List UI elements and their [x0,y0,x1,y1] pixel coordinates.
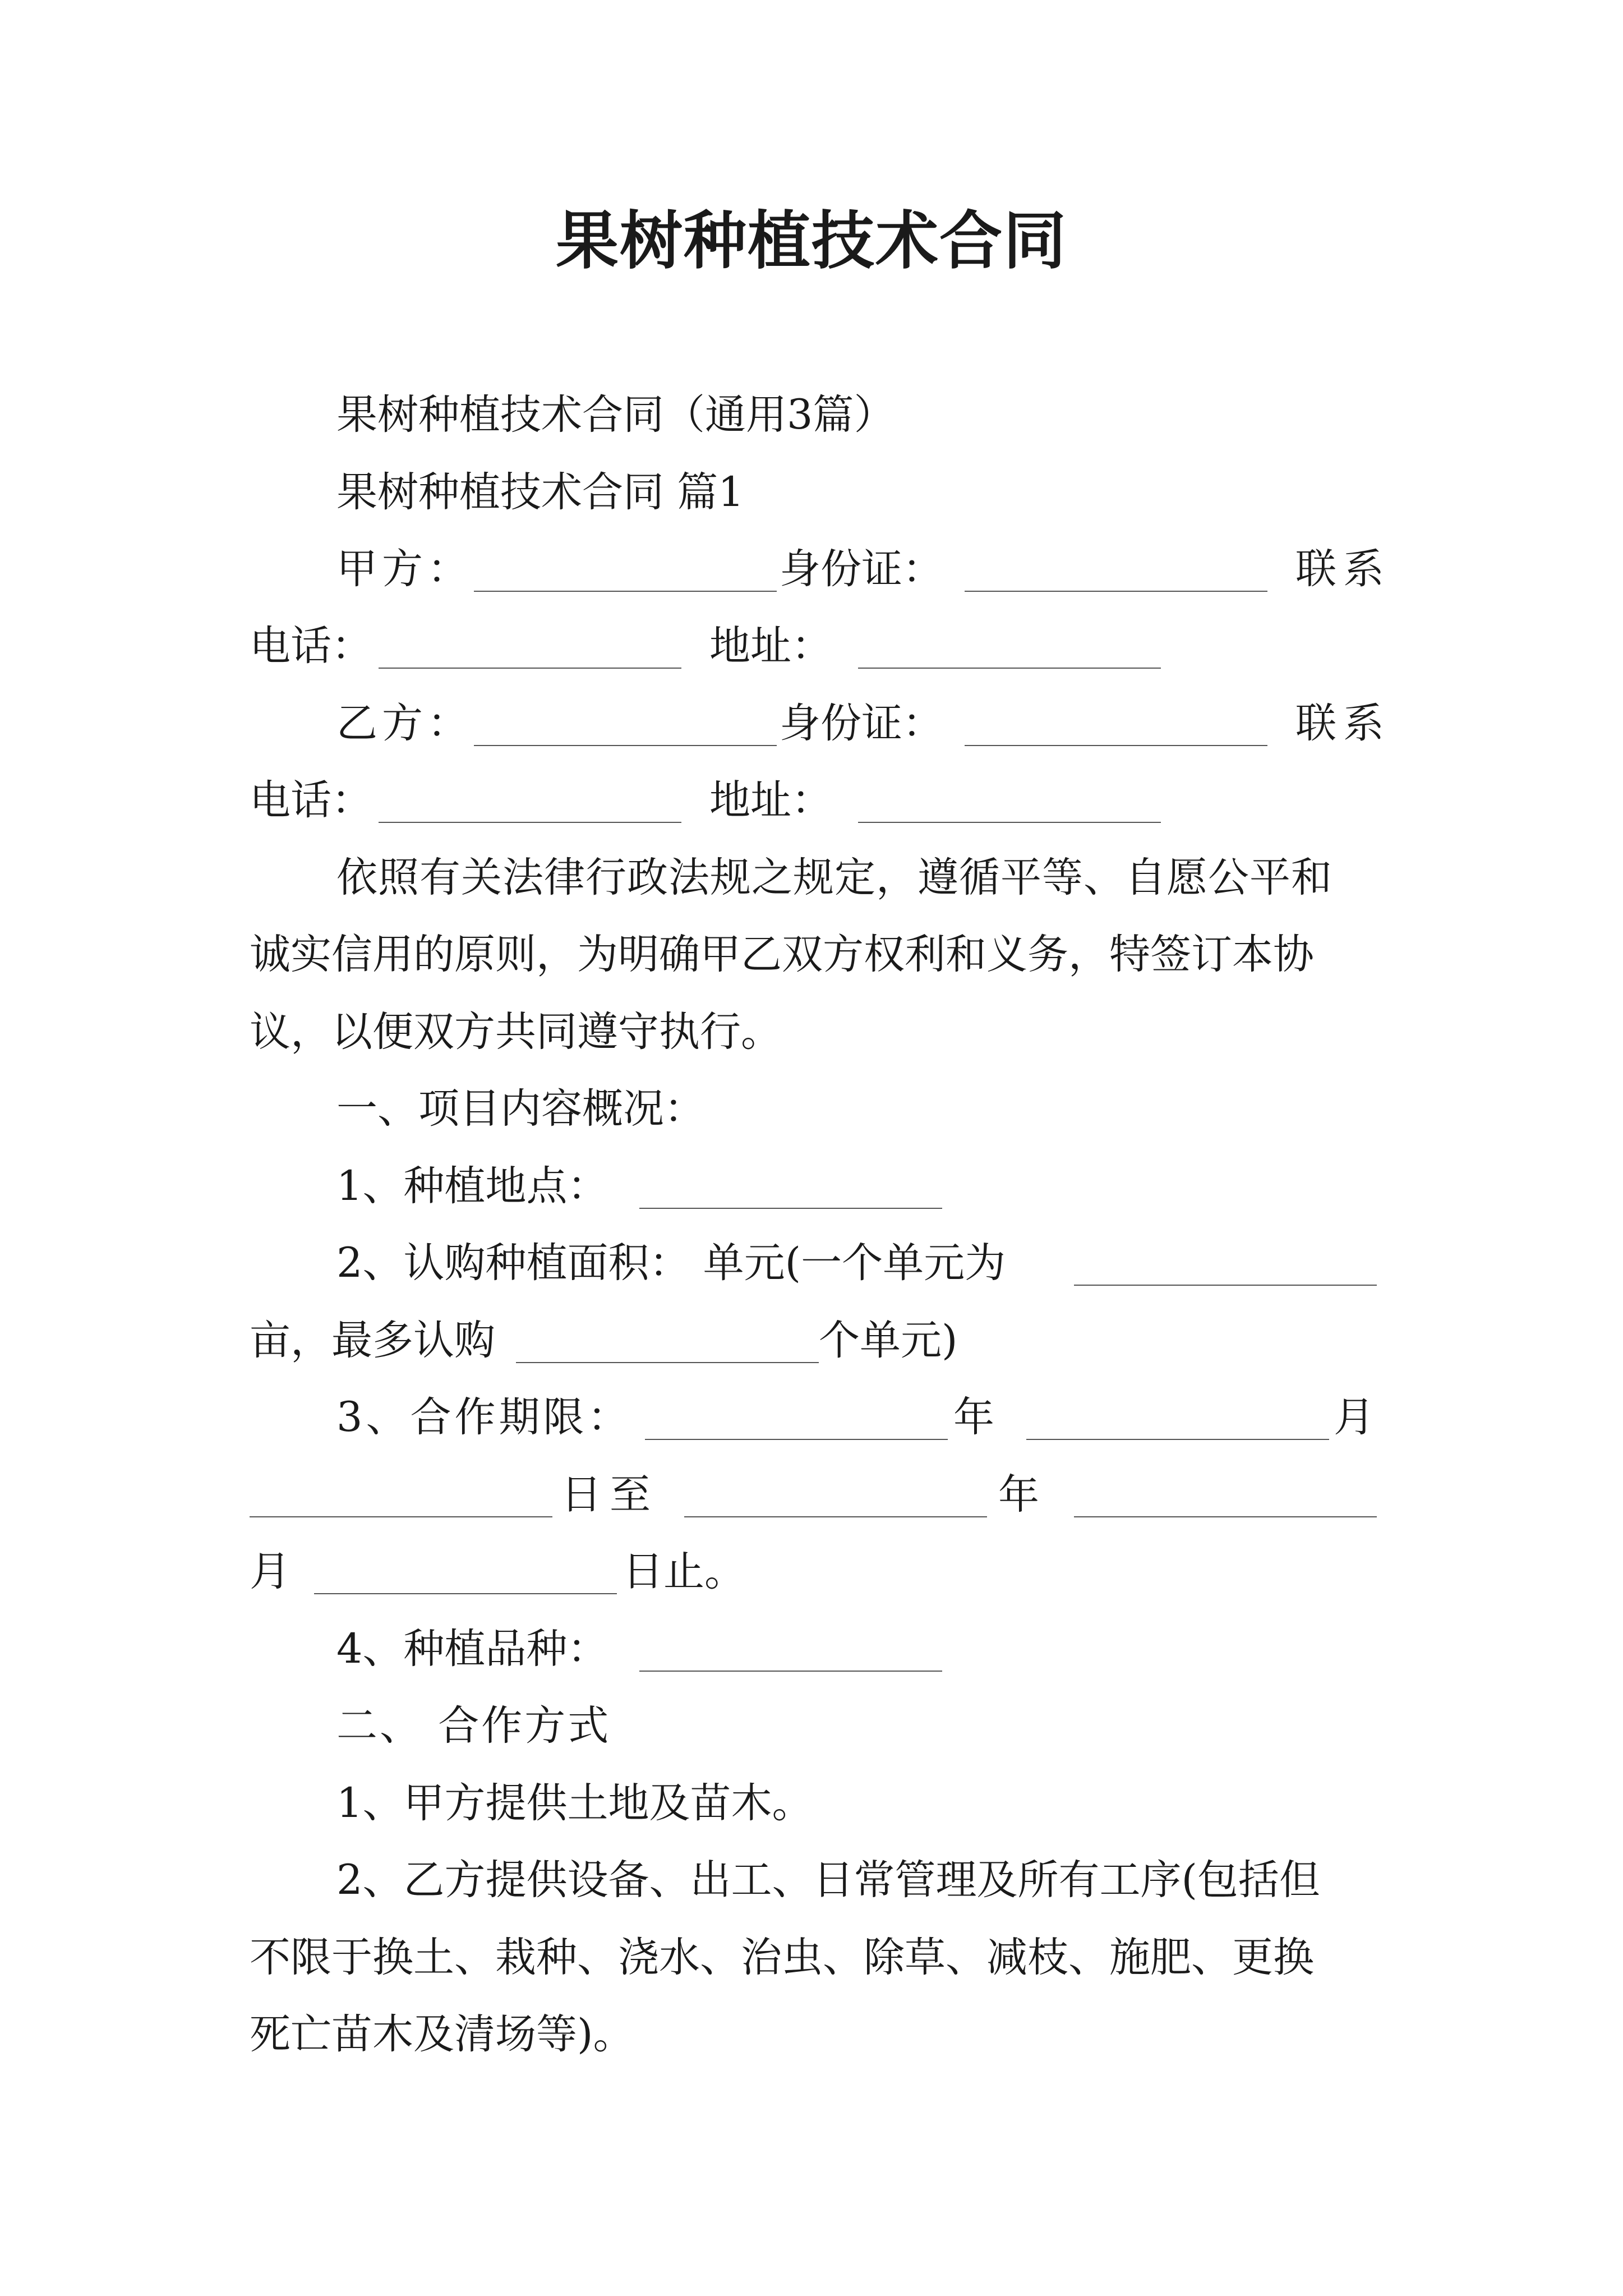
planting-variety-blank[interactable] [639,1621,942,1672]
party-a-id-blank[interactable] [965,541,1267,592]
party-b-address-label: 地址： [709,776,832,824]
end-month-unit: 月 [250,1548,291,1595]
end-month-blank[interactable] [1074,1467,1377,1517]
cooperation-item-2: 死亡苗木及清场等)。 [250,2010,634,2058]
planting-area-max-label: 亩，最多认购 [250,1317,495,1364]
end-day-blank[interactable] [314,1544,617,1594]
party-b-address-blank[interactable] [858,772,1161,823]
cooperation-item-2: 不限于换土、栽种、浇水、治虫、除草、减枝、施肥、更换 [250,1934,1314,1981]
party-a-label: 甲方： [336,545,473,593]
start-month-blank[interactable] [1026,1389,1329,1440]
cooperation-item-2: 2、乙方提供设备、出工、日常管理及所有工序(包括但 [336,1856,1320,1904]
preamble-text: 诚实信用的原则，为明确甲乙双方权利和义务，特签订本协 [250,931,1314,978]
start-year-blank[interactable] [645,1389,948,1440]
day-to-label: 日至 [561,1471,658,1519]
end-year-unit: 年 [998,1471,1039,1519]
party-b-phone-blank[interactable] [379,772,681,823]
preamble-text: 依照有关法律行政法规之规定，遵循平等、自愿公平和 [336,854,1332,901]
party-b-phone-label: 电话： [250,776,372,824]
party-b-contact-label: 联系 [1295,700,1391,747]
term-label: 3、合作期限： [336,1393,632,1441]
party-b-label: 乙方： [336,700,473,747]
section2-heading: 二、 合作方式 [336,1702,611,1750]
planting-area-label: 2、认购种植面积： 单元(一个单元为 [336,1239,1006,1287]
section1-heading: 一、项目内容概况： [336,1085,705,1133]
end-year-blank[interactable] [684,1467,987,1517]
planting-location-blank[interactable] [639,1158,942,1209]
start-year-unit: 年 [953,1393,994,1441]
party-b-name-blank[interactable] [474,696,777,746]
party-b-id-label: 身份证： [780,700,943,747]
section-heading: 果树种植技术合同 篇1 [336,468,744,516]
start-month-unit: 月 [1334,1393,1375,1441]
party-a-address-blank[interactable] [858,618,1161,669]
subtitle: 果树种植技术合同（通用3篇） [336,391,895,439]
planting-location-label: 1、种植地点： [336,1162,608,1210]
max-units-blank[interactable] [516,1313,819,1363]
end-day-label: 日止。 [623,1548,745,1595]
party-a-id-label: 身份证： [780,545,943,593]
units-suffix: 个单元) [819,1317,958,1364]
document-title: 果树种植技术合同 [556,204,1067,278]
party-a-phone-label: 电话： [250,622,372,670]
planting-variety-label: 4、种植品种： [336,1625,608,1673]
cooperation-item-1: 1、甲方提供土地及苗木。 [336,1779,813,1827]
party-a-name-blank[interactable] [474,541,777,592]
party-b-id-blank[interactable] [965,696,1267,746]
party-a-phone-blank[interactable] [379,618,681,669]
start-day-blank[interactable] [250,1467,552,1517]
preamble-text: 议，以便双方共同遵守执行。 [250,1008,782,1056]
unit-size-blank[interactable] [1074,1235,1377,1286]
party-a-contact-label: 联系 [1295,545,1391,593]
party-a-address-label: 地址： [709,622,832,670]
